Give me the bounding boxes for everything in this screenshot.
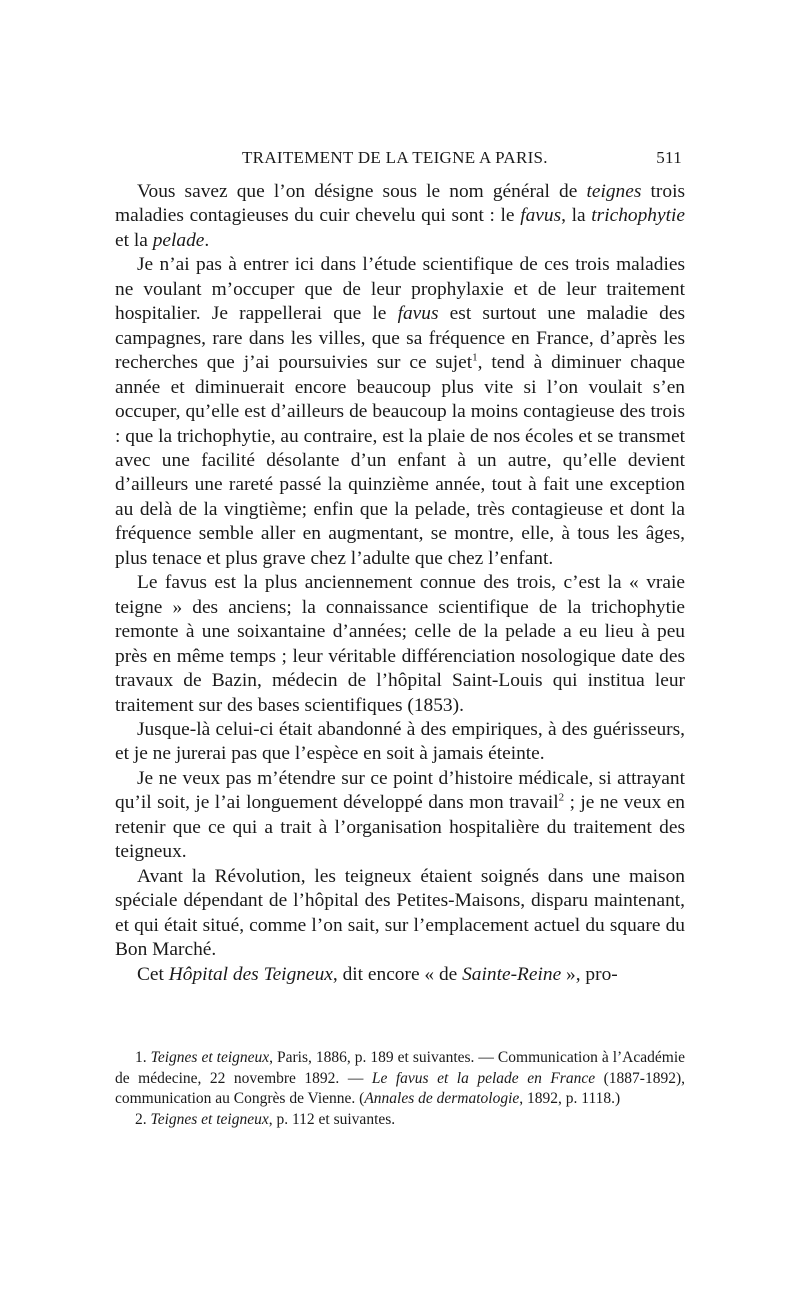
text-run: , 1892, p. 1118.) [519,1090,621,1107]
footnote-ref-2[interactable]: 2 [558,791,565,804]
running-title: TRAITEMENT DE LA TEIGNE A PARIS. [242,148,548,167]
italic-run: Le favus et la pelade en France [371,1069,596,1087]
paragraph-7 [115,963,685,987]
italic-run: favus [397,303,439,325]
footnote-number: 2. [135,1110,151,1128]
footnote-1 [115,1048,685,1110]
italic-run: Sainte-Reine [462,963,562,985]
text-run: (1887-1892), communication au Congrès de Vienne. ( [115,1069,685,1107]
text-run: , dit encore « de [332,963,463,985]
page-number: 511 [656,148,682,167]
footnote-ref-1[interactable]: 1 [472,351,478,364]
italic-run: Teignes et teigneux [150,1049,270,1066]
italic-run: Teignes et teigneux [150,1110,269,1128]
text-run: et la [115,229,153,251]
paragraph-6: Avant la Révolution, les teigneux étaient soignés dans une maison spéciale dépendant de l’hôpital des Petites-Maisons, disparu maintenant, et qui était situé, comme l’on sait, sur l’emplacement actuel du square du Bon Marché. [115,865,685,961]
paragraph-5 [115,767,685,865]
text-run: , la [561,205,592,227]
text-run: », pro- [561,963,618,985]
italic-run: Annales de dermatologie [364,1090,520,1107]
footnotes [115,1048,685,1130]
paragraph-1 [115,180,685,253]
footnote-number: 1. [135,1049,151,1066]
text-run: est surtout une maladie des campagnes, rare dans les villes, que sa fréquence en France, d’après les recherches que j’ai poursuivies sur ce sujet [115,303,686,374]
italic-run: trichophytie [591,205,685,227]
footnote-2 [115,1110,685,1131]
text-run: Vous savez que l’on désigne sous le nom général de [137,181,587,202]
running-header [112,148,682,172]
paragraph-3: Le favus est la plus anciennement connue des trois, c’est la « vraie teigne » des anciens; la connaissance scientifique de la trichophytie remonte à une soixantaine d’années; celle de la pelade a eu lieu à peu près en même temps ; leur véritable différenciation nosologique date des travaux de Bazin, médecin de l’hôpital Saint-Louis qui institua leur traitement sur des bases scientifiques (1853). [115,572,685,716]
text-run: , Paris, 1886, p. 189 et suivantes. — Communication à l’Académie de médecine, 22 novembre 1892. — [115,1049,686,1087]
body-text [115,180,685,987]
italic-run: favus [520,205,562,227]
italic-run: Hôpital des Teigneux [168,963,333,985]
text-run: Cet [137,963,169,985]
text-run: , p. 112 et suivantes. [268,1110,396,1128]
text-run: . [204,229,210,251]
text-run: Je n’ai pas à entrer ici dans l’étude scientifique de ces trois maladies ne voulant m’occuper que de leur prophylaxie et de leur traitement hospitalier. Je rappellerai que le [115,254,685,325]
text-run: , tend à diminuer chaque année et diminuerait encore beaucoup plus vite si l’on voulait s’en occuper, qu’elle est d’ailleurs de beaucoup la moins contagieuse des trois : que la trichophytie, au contraire, est la plaie de nos écoles et se transmet avec une facilité désolante d’un enfant à un autre, qu’elle devient d’ailleurs une rareté passé la quinzième année, tout à fait une exception au delà de la vingtième; enfin que la pelade, très contagieuse et dont la fréquence semble aller en augmentant, se montre, elle, à tous les âges, plus tenace et plus grave chez l’adulte que chez l’enfant. [115,352,685,569]
text-run: Je ne veux pas m’étendre sur ce point d’histoire médicale, si attrayant qu’il soit, je l’ai longuement développé dans mon travail [115,767,685,814]
paragraph-4: Jusque-là celui-ci était abandonné à des empiriques, à des guérisseurs, et je ne jurerai pas que l’espèce en soit à jamais éteinte. [115,718,685,765]
text-run: ; je ne veux en retenir que ce qui a trait à l’organisation hospitalière du traitement des teigneux. [115,792,686,863]
italic-run: pelade [152,229,205,251]
text-run: trois maladies contagieuses du cuir chevelu qui sont : le [115,181,685,227]
paragraph-2 [115,253,685,571]
italic-run: teignes [586,181,642,202]
